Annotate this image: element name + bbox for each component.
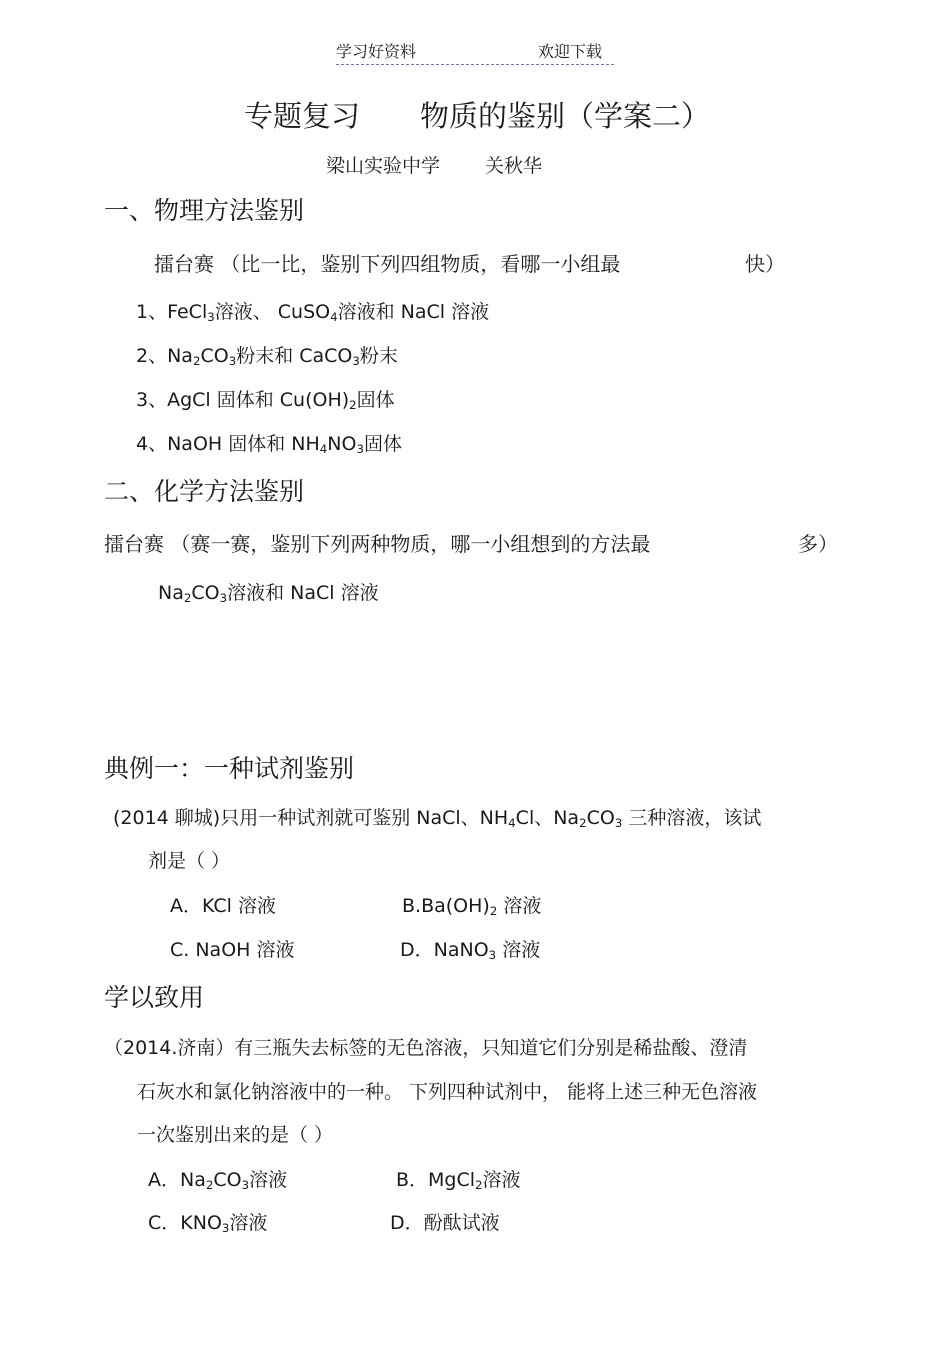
- question-text: 三种溶液，该试: [622, 807, 762, 829]
- example-option-d: [400, 941, 540, 960]
- option-text: A．Na: [148, 1169, 206, 1191]
- section1-heading: 一、物理方法鉴别: [104, 196, 305, 225]
- item-text: 粉末: [359, 345, 398, 367]
- item-subscript: 4: [319, 441, 328, 456]
- apply-question-line2: 石灰水和氯化钠溶液中的一种。 下列四种试剂中， 能将上述三种无色溶液: [137, 1081, 758, 1103]
- item-subscript: 3: [207, 309, 215, 324]
- item-number: 2、: [136, 345, 168, 367]
- item-text: 固体: [356, 389, 395, 411]
- section1-intro: [154, 254, 620, 274]
- item-number: 1、: [136, 301, 168, 323]
- apply-option-a: [148, 1171, 287, 1190]
- item-text: Na: [167, 345, 193, 367]
- example-heading: 典例一：一种试剂鉴别: [104, 754, 355, 783]
- option-subscript: 2: [205, 1177, 214, 1192]
- option-text: D．NaNO: [400, 939, 489, 961]
- item-text: Na: [158, 582, 184, 604]
- section2-intro-end: 多）: [798, 532, 838, 556]
- item-text: CO: [200, 345, 229, 367]
- item-subscript: 2: [183, 590, 192, 605]
- author-school: 梁山实验中学: [326, 155, 441, 177]
- item-number: 3、: [136, 389, 168, 411]
- section2-heading: 二、化学方法鉴别: [104, 477, 305, 506]
- question-subscript: 4: [508, 815, 516, 830]
- option-text: C．KNO: [148, 1212, 222, 1234]
- option-subscript: 3: [221, 1220, 230, 1235]
- section1-item-1: [136, 303, 489, 322]
- apply-option-d: D．酚酞试液: [390, 1212, 500, 1234]
- apply-question-line3: 一次鉴别出来的是（ ）: [137, 1124, 334, 1146]
- item-subscript: 2: [349, 397, 357, 412]
- item-text: 固体: [363, 433, 402, 455]
- question-text: (2014 聊城)只用一种试剂就可鉴别 NaCl、NH: [113, 807, 509, 829]
- item-text: AgCl 固体和 Cu(OH): [167, 389, 350, 411]
- apply-heading: 学以致用: [104, 983, 205, 1012]
- section1-intro-end: 快）: [745, 252, 785, 276]
- section1-item-2: [136, 347, 398, 366]
- apply-option-b: [396, 1171, 521, 1190]
- example-question: [113, 809, 761, 828]
- section2-intro: 擂台赛 （赛一赛，鉴别下列两种物质，哪一小组想到的方法最: [104, 532, 651, 556]
- item-text: 溶液、 CuSO: [214, 301, 331, 323]
- item-text: CO: [191, 582, 220, 604]
- apply-question-line1: （2014.济南）有三瓶失去标签的无色溶液，只知道它们分别是稀盐酸、澄清: [104, 1037, 748, 1059]
- option-text: B.Ba(OH): [402, 895, 490, 917]
- question-text: Cl、Na: [515, 807, 580, 829]
- option-text: 溶液: [497, 895, 542, 917]
- item-subscript: 2: [192, 353, 201, 368]
- example-question-line2: 剂是（ ）: [148, 850, 231, 872]
- author-name: 关秋华: [485, 155, 543, 177]
- option-text: 溶液: [496, 939, 541, 961]
- header-left: 学习好资料: [336, 42, 417, 61]
- item-text: NO: [327, 433, 357, 455]
- item-text: FeCl: [167, 301, 208, 323]
- example-option-c: C. NaOH 溶液: [170, 939, 295, 961]
- section1-intro-text: 擂台赛 （比一比，鉴别下列四组物质，看哪一小组最: [154, 252, 621, 276]
- title-part2: 物质的鉴别（学案二）: [420, 99, 711, 133]
- item-number: 4、: [136, 433, 168, 455]
- item-subscript: 3: [219, 590, 228, 605]
- option-subscript: 3: [488, 947, 497, 962]
- header-right: 欢迎下载: [538, 42, 603, 61]
- section2-item: [158, 584, 379, 603]
- item-subscript: 3: [228, 353, 237, 368]
- item-text: 溶液和 NaCl 溶液: [337, 301, 490, 323]
- option-text: 溶液: [482, 1169, 521, 1191]
- question-text: CO: [586, 807, 615, 829]
- example-option-a: A．KCl 溶液: [170, 895, 277, 917]
- option-subscript: 2: [489, 903, 498, 918]
- apply-option-c: [148, 1214, 267, 1233]
- title-part1: 专题复习: [244, 99, 361, 133]
- option-subscript: 2: [475, 1177, 483, 1192]
- question-subscript: 2: [579, 815, 587, 830]
- option-text: B．MgCl: [396, 1169, 476, 1191]
- item-text: NaOH 固体和 NH: [167, 433, 320, 455]
- option-subscript: 3: [241, 1177, 250, 1192]
- option-text: 溶液: [229, 1212, 268, 1234]
- item-text: 溶液和 NaCl 溶液: [227, 582, 379, 604]
- example-option-b: [402, 897, 541, 916]
- item-subscript: 4: [330, 309, 338, 324]
- item-subscript: 3: [356, 441, 364, 456]
- option-text: 溶液: [249, 1169, 288, 1191]
- header-dashed-divider: [336, 64, 614, 65]
- item-subscript: 3: [352, 353, 360, 368]
- option-text: CO: [213, 1169, 242, 1191]
- section1-item-4: [136, 435, 402, 454]
- section1-item-3: [136, 391, 395, 410]
- item-text: 粉末和 CaCO: [236, 345, 353, 367]
- question-subscript: 3: [614, 815, 623, 830]
